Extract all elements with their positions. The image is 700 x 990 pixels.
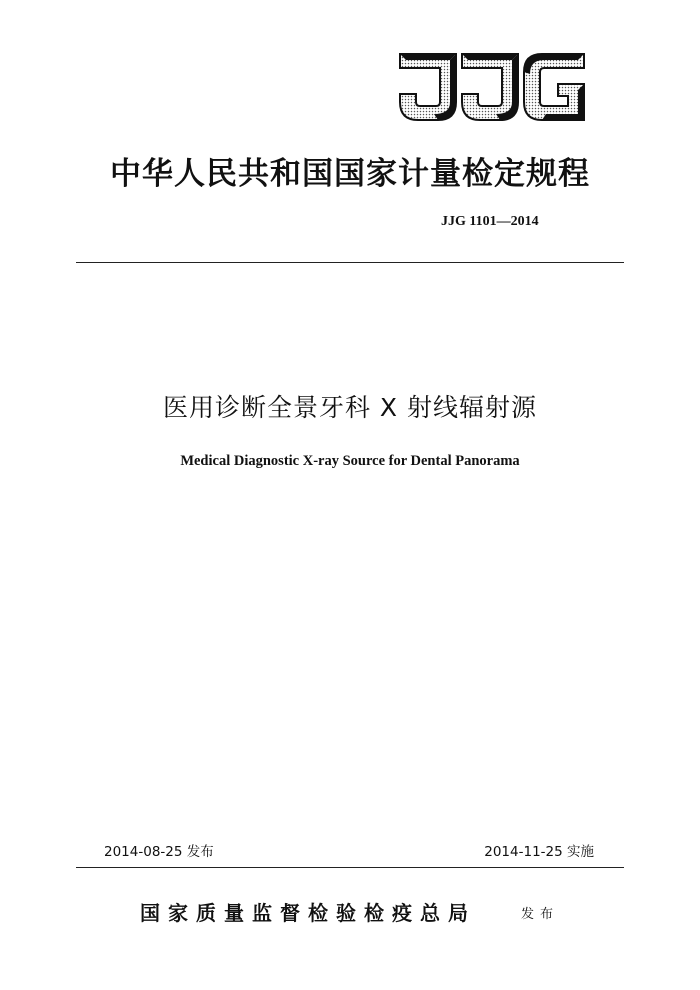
document-title-chinese: 医用诊断全景牙科 X 射线辐射源: [162, 393, 538, 422]
jjg-logo: [398, 50, 586, 122]
implementation-date: 2014-11-25 实施: [484, 844, 594, 860]
footer-divider: [76, 867, 624, 868]
document-title-english: Medical Diagnostic X-ray Source for Dental Panorama: [180, 453, 520, 469]
logo-letter-g: [524, 54, 584, 120]
document-number: JJG 1101—2014: [441, 214, 539, 229]
regulation-series-title: 中华人民共和国国家计量检定规程: [110, 156, 590, 192]
issue-date: 2014-08-25 发布: [104, 844, 214, 860]
issuing-authority-suffix: 发布: [521, 907, 560, 922]
header-divider: [76, 262, 624, 263]
logo-letter-j1: [400, 54, 456, 120]
logo-letter-j2: [462, 54, 518, 120]
issuing-authority: 国家质量监督检验检疫总局: [140, 901, 476, 925]
